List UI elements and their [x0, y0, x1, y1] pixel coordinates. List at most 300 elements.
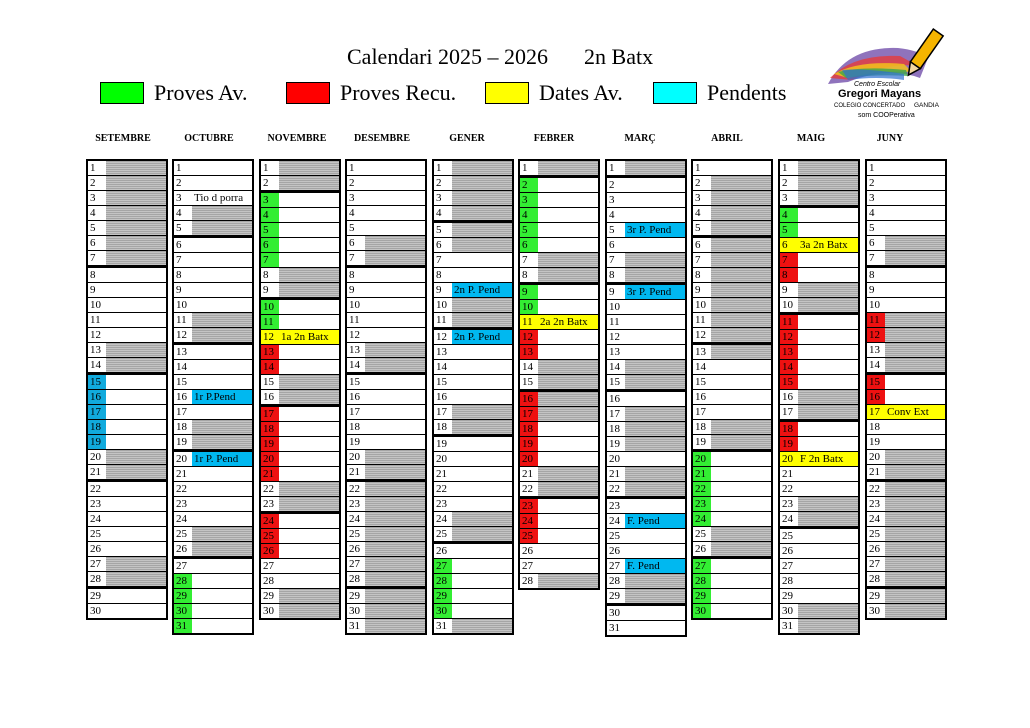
day-row: [607, 544, 685, 559]
day-row: [780, 559, 858, 574]
day-row: [261, 330, 339, 345]
day-row: [607, 482, 685, 497]
day-row: [434, 512, 512, 527]
event-label: 1r P.Pend: [192, 390, 252, 404]
day-row: [434, 161, 512, 176]
day-row: [693, 405, 771, 420]
day-number: 16: [347, 390, 365, 404]
day-number: 13: [261, 345, 279, 359]
day-number: 22: [88, 482, 106, 496]
day-row: [434, 452, 512, 467]
day-row: [693, 435, 771, 450]
day-cell: [711, 268, 771, 282]
day-number: 5: [867, 221, 885, 235]
day-number: 1: [607, 161, 625, 175]
day-number: 27: [607, 559, 625, 573]
day-number: 6: [867, 236, 885, 250]
day-cell: [452, 559, 512, 573]
day-number: 1: [88, 161, 106, 175]
day-cell: [625, 193, 685, 207]
day-number: 12: [434, 330, 452, 344]
day-row: [88, 358, 166, 373]
day-number: 8: [88, 268, 106, 282]
day-number: 16: [867, 390, 885, 404]
day-row: [520, 161, 598, 176]
day-number: 17: [174, 405, 192, 419]
day-row: [867, 604, 945, 618]
day-cell: [885, 482, 945, 496]
day-row: [347, 266, 425, 283]
day-number: 4: [88, 206, 106, 220]
day-row: [780, 283, 858, 298]
day-cell: [711, 221, 771, 235]
day-number: 8: [780, 268, 798, 282]
day-row: [867, 298, 945, 313]
day-cell: [538, 178, 598, 192]
day-row: [693, 298, 771, 313]
month-column: [778, 159, 860, 635]
day-number: 29: [693, 589, 711, 603]
day-cell: [538, 499, 598, 513]
logo-text-3: COLEGIO CONCERTADO: [834, 103, 906, 109]
day-row: [867, 527, 945, 542]
day-cell: [279, 223, 339, 237]
day-cell: [452, 527, 512, 541]
day-row: [261, 512, 339, 529]
day-number: 29: [434, 589, 452, 603]
day-cell: [625, 330, 685, 344]
event-label: F. Pend: [625, 559, 685, 573]
day-row: [261, 253, 339, 268]
day-cell: [192, 206, 252, 220]
day-number: 25: [88, 527, 106, 541]
day-number: 5: [88, 221, 106, 235]
day-row: [607, 422, 685, 437]
day-row: [434, 467, 512, 482]
day-number: 13: [693, 345, 711, 359]
day-number: 29: [780, 589, 798, 603]
day-row: [347, 206, 425, 221]
day-row: [88, 480, 166, 497]
day-number: 30: [174, 604, 192, 618]
day-row: [347, 527, 425, 542]
day-row: [261, 375, 339, 390]
day-number: 29: [261, 589, 279, 603]
day-cell: [538, 467, 598, 481]
day-row: [174, 313, 252, 328]
day-cell: [192, 589, 252, 603]
day-number: 10: [693, 298, 711, 312]
day-number: 18: [88, 420, 106, 434]
day-row: [88, 328, 166, 343]
day-number: 31: [607, 621, 625, 635]
day-cell: [625, 589, 685, 603]
legend-label: Pendents: [707, 80, 787, 105]
day-number: 15: [261, 375, 279, 389]
day-number: 8: [261, 268, 279, 282]
day-number: 4: [867, 206, 885, 220]
day-number: 1: [347, 161, 365, 175]
day-number: 10: [867, 298, 885, 312]
day-row: [261, 497, 339, 512]
event-label: F 2n Batx: [798, 452, 858, 466]
day-row: [347, 161, 425, 176]
day-row: [607, 529, 685, 544]
day-cell: [365, 221, 425, 235]
day-cell: [192, 619, 252, 633]
day-row: [780, 604, 858, 619]
day-cell: [885, 435, 945, 449]
day-cell: [192, 328, 252, 342]
day-cell: [885, 206, 945, 220]
day-row: [607, 375, 685, 390]
day-cell: [625, 161, 685, 175]
day-cell: [711, 390, 771, 404]
day-number: 22: [693, 482, 711, 496]
day-row: [693, 360, 771, 375]
day-number: 16: [261, 390, 279, 404]
day-number: 24: [520, 514, 538, 528]
day-number: 3: [693, 191, 711, 205]
day-cell: [625, 407, 685, 421]
day-number: 2: [520, 178, 538, 192]
day-cell: [192, 221, 252, 235]
day-cell: [798, 283, 858, 297]
day-cell: [885, 268, 945, 282]
day-number: 28: [607, 574, 625, 588]
day-cell: [798, 176, 858, 190]
month-column: [86, 159, 168, 620]
day-row: [867, 161, 945, 176]
day-number: 7: [347, 251, 365, 265]
day-cell: [365, 557, 425, 571]
day-row: [88, 604, 166, 618]
day-cell: [365, 298, 425, 312]
day-row: [520, 544, 598, 559]
day-row: [434, 420, 512, 435]
day-cell: [452, 191, 512, 205]
day-cell: [192, 542, 252, 556]
day-row: [261, 422, 339, 437]
day-number: 19: [434, 437, 452, 451]
day-row: [434, 221, 512, 238]
day-cell: [106, 358, 166, 372]
day-number: 26: [607, 544, 625, 558]
day-row: [693, 450, 771, 467]
day-row: [867, 328, 945, 343]
day-row: [693, 161, 771, 176]
day-row: [607, 589, 685, 604]
day-number: 23: [867, 497, 885, 511]
day-row: [434, 253, 512, 268]
day-cell: [885, 557, 945, 571]
day-cell: [798, 223, 858, 237]
day-number: 23: [607, 499, 625, 513]
day-cell: [625, 208, 685, 222]
day-row: [347, 390, 425, 405]
day-row: [434, 375, 512, 390]
day-cell: [279, 253, 339, 267]
day-row: [520, 223, 598, 238]
day-number: 7: [520, 253, 538, 267]
day-cell: [798, 589, 858, 603]
day-row: [434, 619, 512, 633]
day-row: [693, 343, 771, 360]
day-number: 30: [693, 604, 711, 618]
day-cell: [711, 328, 771, 342]
day-number: 22: [780, 482, 798, 496]
day-cell: [538, 208, 598, 222]
day-cell: [885, 191, 945, 205]
day-row: [174, 512, 252, 527]
day-number: 14: [520, 360, 538, 374]
day-row: [867, 450, 945, 465]
day-row: [261, 604, 339, 618]
day-number: 15: [867, 375, 885, 389]
day-row: [434, 574, 512, 589]
day-row: [261, 208, 339, 223]
day-cell: [106, 390, 166, 404]
day-cell: [365, 191, 425, 205]
day-row: [780, 268, 858, 283]
day-cell: [279, 268, 339, 282]
day-number: 19: [261, 437, 279, 451]
day-cell: [538, 544, 598, 558]
day-number: 3: [867, 191, 885, 205]
day-number: 7: [261, 253, 279, 267]
day-number: 3: [261, 193, 279, 207]
month-column: [865, 159, 947, 620]
day-number: 21: [347, 465, 365, 479]
day-row: [174, 435, 252, 450]
event-label: Tio d porra: [194, 192, 244, 204]
day-cell: [365, 572, 425, 586]
day-number: 11: [780, 315, 798, 329]
day-cell: [798, 161, 858, 175]
day-number: 10: [174, 298, 192, 312]
day-row: [607, 559, 685, 574]
day-number: 7: [607, 253, 625, 267]
day-row: [434, 206, 512, 221]
day-cell: [798, 405, 858, 419]
day-row: [261, 298, 339, 315]
day-cell: [711, 313, 771, 327]
day-cell: [365, 161, 425, 175]
day-number: 14: [88, 358, 106, 372]
day-cell: [885, 251, 945, 265]
day-row: [88, 251, 166, 266]
day-cell: [711, 360, 771, 374]
day-number: 4: [347, 206, 365, 220]
day-number: 23: [261, 497, 279, 511]
day-row: [434, 559, 512, 574]
day-row: [261, 161, 339, 176]
day-row: [867, 480, 945, 497]
day-row: [520, 422, 598, 437]
day-number: 12: [693, 328, 711, 342]
day-number: 18: [520, 422, 538, 436]
day-row: [174, 206, 252, 221]
day-cell: [192, 482, 252, 496]
day-row: [347, 283, 425, 298]
day-cell: [279, 544, 339, 558]
day-row: [693, 542, 771, 557]
day-cell: [452, 223, 512, 237]
day-row: [607, 407, 685, 422]
day-cell: [885, 465, 945, 479]
day-number: 11: [88, 313, 106, 327]
day-number: 22: [261, 482, 279, 496]
day-row: [347, 343, 425, 358]
day-row: [261, 452, 339, 467]
day-number: 15: [780, 375, 798, 389]
day-cell: [885, 358, 945, 372]
day-number: 20: [261, 452, 279, 466]
day-number: 18: [693, 420, 711, 434]
day-cell: [365, 405, 425, 419]
day-row: [780, 298, 858, 313]
day-number: 1: [867, 161, 885, 175]
day-cell: [452, 313, 512, 327]
day-cell: [452, 619, 512, 633]
day-row: [520, 497, 598, 514]
day-cell: [625, 253, 685, 267]
day-row: [434, 435, 512, 452]
day-cell: [106, 527, 166, 541]
day-row: [693, 589, 771, 604]
day-row: [434, 497, 512, 512]
day-row: [434, 405, 512, 420]
day-cell: [106, 191, 166, 205]
day-number: 13: [867, 343, 885, 357]
day-row: [174, 375, 252, 390]
day-number: 6: [780, 238, 798, 252]
day-row: [347, 313, 425, 328]
day-cell: [625, 178, 685, 192]
day-cell: [538, 529, 598, 543]
day-cell: [798, 559, 858, 573]
day-number: 30: [780, 604, 798, 618]
day-cell: [538, 193, 598, 207]
day-number: 24: [261, 514, 279, 528]
day-number: 9: [434, 283, 452, 297]
day-number: 30: [88, 604, 106, 618]
day-cell: [279, 604, 339, 618]
day-number: 11: [693, 313, 711, 327]
day-number: 26: [88, 542, 106, 556]
day-row: [347, 480, 425, 497]
day-number: 12: [780, 330, 798, 344]
day-row: [88, 435, 166, 450]
day-number: 2: [174, 176, 192, 190]
day-number: 5: [347, 221, 365, 235]
day-cell: [192, 467, 252, 481]
day-number: 11: [520, 315, 538, 329]
day-number: 15: [607, 375, 625, 389]
day-cell: [885, 176, 945, 190]
day-number: 16: [174, 390, 192, 404]
day-number: 8: [867, 268, 885, 282]
subtitle-text: 2n Batx: [584, 44, 654, 69]
day-number: 14: [693, 360, 711, 374]
day-row: [174, 420, 252, 435]
day-number: 10: [88, 298, 106, 312]
month-header: MARÇ: [624, 133, 656, 144]
day-row: [261, 589, 339, 604]
day-row: [434, 176, 512, 191]
day-cell: [885, 236, 945, 250]
day-cell: [452, 437, 512, 451]
day-row: [867, 236, 945, 251]
day-row: [607, 360, 685, 375]
day-number: 31: [780, 619, 798, 633]
day-number: 6: [520, 238, 538, 252]
day-number: 16: [693, 390, 711, 404]
day-cell: [711, 512, 771, 526]
day-cell: [279, 390, 339, 404]
month-header: ABRIL: [711, 133, 743, 144]
day-cell: [106, 221, 166, 235]
day-number: 15: [520, 375, 538, 389]
day-row: [780, 512, 858, 527]
day-cell: [538, 268, 598, 282]
day-cell: [798, 298, 858, 312]
day-cell: [106, 251, 166, 265]
day-row: [174, 557, 252, 574]
day-row: [174, 482, 252, 497]
day-row: [780, 544, 858, 559]
day-number: 30: [434, 604, 452, 618]
day-cell: [625, 544, 685, 558]
day-row: [607, 238, 685, 253]
day-cell: [279, 482, 339, 496]
day-number: 18: [174, 420, 192, 434]
day-row: [174, 527, 252, 542]
day-row: [261, 559, 339, 574]
day-number: 28: [780, 574, 798, 588]
day-cell: [625, 437, 685, 451]
day-row: [261, 467, 339, 482]
month-column: [172, 159, 254, 635]
day-row: [607, 283, 685, 300]
legend-swatch: [485, 82, 529, 104]
day-cell: [538, 407, 598, 421]
day-cell: [192, 360, 252, 374]
day-number: 1: [693, 161, 711, 175]
day-number: 1: [261, 161, 279, 175]
day-number: 6: [347, 236, 365, 250]
day-number: 30: [347, 604, 365, 618]
day-number: 1: [174, 161, 192, 175]
day-cell: [192, 345, 252, 359]
day-cell: [192, 574, 252, 588]
day-number: 15: [693, 375, 711, 389]
day-number: 23: [88, 497, 106, 511]
day-number: 7: [693, 253, 711, 267]
day-cell: [452, 589, 512, 603]
day-row: [261, 223, 339, 238]
day-number: 17: [88, 405, 106, 419]
day-cell: [625, 300, 685, 314]
day-row: [693, 512, 771, 527]
day-cell: [798, 422, 858, 436]
day-row: [693, 390, 771, 405]
day-row: [88, 343, 166, 358]
day-number: 2: [261, 176, 279, 190]
day-cell: [798, 512, 858, 526]
day-number: 29: [347, 589, 365, 603]
day-cell: [711, 298, 771, 312]
